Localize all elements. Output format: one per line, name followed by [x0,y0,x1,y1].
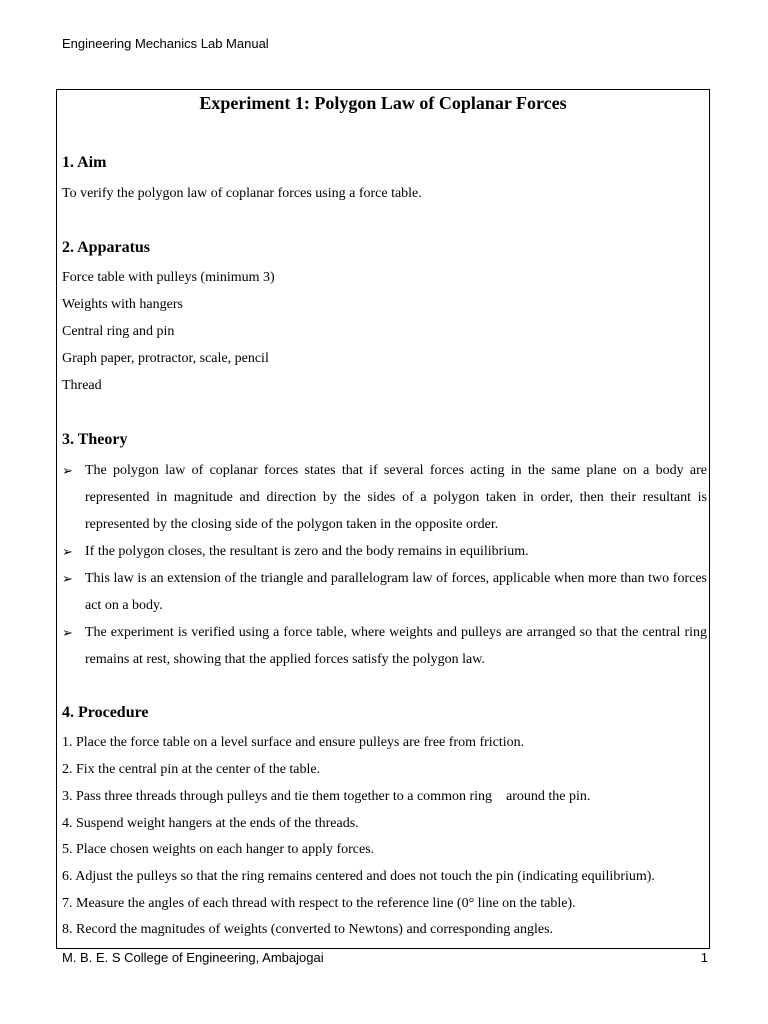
arrow-bullet-icon: ➢ [62,625,73,640]
procedure-step: 1. Place the force table on a level surface and ensure pulleys are free from friction. [62,735,525,750]
theory-bullet [62,565,707,619]
procedure-step: 2. Fix the central pin at the center of the table. [62,762,321,777]
theory-text: The polygon law of coplanar forces states that if several forces acting in the same plane on a body are represented in magnitude and direction by the sides of a polygon taken in order, then their resultant is represented by the closing side of the polygon taken in the opposite order. [85,463,707,532]
procedure-step: 5. Place chosen weights on each hanger to apply forces. [62,842,375,857]
page-title: Experiment 1: Polygon Law of Coplanar Forces [199,93,567,113]
apparatus-item: Weights with hangers [62,297,183,312]
running-header: Engineering Mechanics Lab Manual [62,36,269,51]
aim-text: To verify the polygon law of coplanar forces using a force table. [62,186,422,201]
theory-text: If the polygon closes, the resultant is zero and the body remains in equilibrium. [85,544,529,559]
theory-bullet [62,619,707,673]
footer-college: M. B. E. S College of Engineering, Ambajogai [62,950,324,965]
procedure-heading: 4. Procedure [62,704,149,721]
procedure-step: 7. Measure the angles of each thread with respect to the reference line (0° line on the table). [62,896,576,911]
theory-text: The experiment is verified using a force table, where weights and pulleys are arranged so that the central ring remains at rest, showing that the applied forces satisfy the polygon law. [85,625,707,667]
arrow-bullet-icon: ➢ [62,544,73,559]
procedure-step: 6. Adjust the pulleys so that the ring remains centered and does not touch the pin (indicating equilibrium). [62,869,655,884]
arrow-bullet-icon: ➢ [62,571,73,586]
apparatus-heading: 2. Apparatus [62,239,151,256]
procedure-step: 4. Suspend weight hangers at the ends of the threads. [62,816,359,831]
theory-heading: 3. Theory [62,431,128,448]
theory-bullet [62,457,707,538]
aim-heading: 1. Aim [62,154,107,171]
arrow-bullet-icon: ➢ [62,463,73,478]
procedure-step: 8. Record the magnitudes of weights (converted to Newtons) and corresponding angles. [62,922,554,937]
procedure-step: 3. Pass three threads through pulleys and tie them together to a common ring around the pin. [62,789,591,804]
apparatus-item: Thread [62,378,102,393]
apparatus-item: Graph paper, protractor, scale, pencil [62,351,269,366]
apparatus-item: Force table with pulleys (minimum 3) [62,270,275,285]
apparatus-item: Central ring and pin [62,324,175,339]
theory-bullet [62,538,707,565]
page-number: 1 [700,950,708,965]
content-frame [56,89,710,949]
theory-text: This law is an extension of the triangle and parallelogram law of forces, applicable when more than two forces act on a body. [85,571,707,613]
